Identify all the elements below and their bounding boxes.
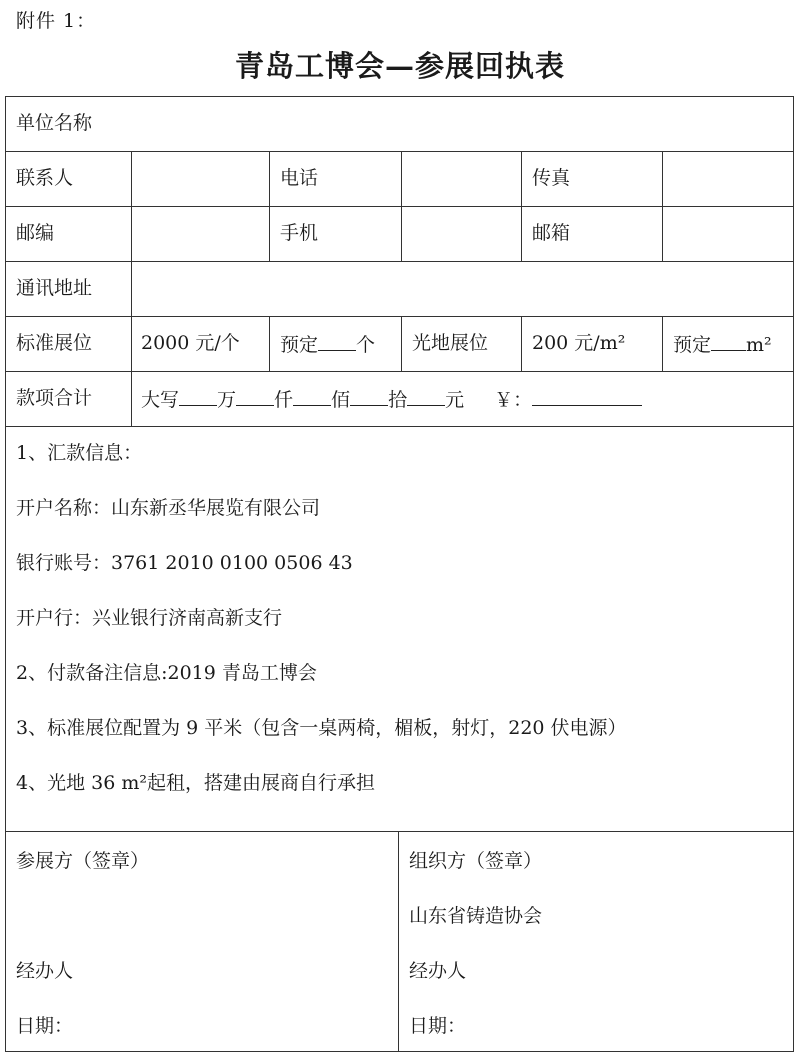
table-line: [398, 831, 399, 1051]
table-line: [269, 316, 270, 371]
qian-label: 仟: [274, 389, 294, 411]
booking-quantity-blank[interactable]: [318, 331, 356, 351]
label-raw-space: 光地展位: [412, 332, 489, 354]
shi-label: 拾: [388, 389, 408, 411]
table-line: [5, 96, 6, 1052]
book-label: 预定: [280, 334, 319, 356]
label-email: 邮箱: [532, 222, 571, 244]
standard-booth-price: 2000 元/个: [141, 332, 240, 354]
amount-blank[interactable]: [236, 386, 274, 406]
booking-area-blank[interactable]: [711, 331, 746, 351]
bai-label: 佰: [331, 389, 351, 411]
info-line: 开户行：兴业银行济南高新支行: [16, 607, 283, 629]
table-line: [131, 261, 132, 316]
wan-label: 万: [217, 389, 237, 411]
table-line: [5, 1051, 794, 1052]
daxie-label: 大写: [141, 389, 180, 411]
table-line: [269, 151, 270, 261]
label-contact: 联系人: [16, 167, 74, 189]
info-line: 开户名称：山东新丞华展览有限公司: [16, 497, 321, 519]
table-line: [662, 151, 663, 261]
label-standard-booth: 标准展位: [16, 332, 93, 354]
amount-blank[interactable]: [293, 386, 331, 406]
date-label-right: 日期：: [409, 1015, 467, 1037]
amount-figure-blank[interactable]: [532, 386, 642, 406]
info-line: 3、标准展位配置为 9 平米（包含一桌两椅，楣板，射灯，220 伏电源）: [16, 717, 627, 739]
table-line: [5, 206, 794, 207]
book-label: 预定: [673, 334, 712, 356]
handler-label-right: 经办人: [409, 960, 467, 982]
yen-label: ￥：: [494, 389, 533, 411]
amount-in-words: [141, 386, 642, 412]
amount-blank[interactable]: [407, 386, 445, 406]
organizer-signature-label: 组织方（签章）: [409, 850, 543, 872]
unit-label: 个: [356, 334, 376, 356]
info-line: 银行账号：3761 2010 0100 0506 43: [16, 552, 353, 574]
table-line: [401, 316, 402, 371]
table-line: [5, 261, 794, 262]
table-line: [401, 151, 402, 261]
table-line: [662, 316, 663, 371]
table-line: [521, 316, 522, 371]
label-phone: 电话: [280, 167, 319, 189]
info-line: 4、光地 36 m²起租，搭建由展商自行承担: [16, 772, 375, 794]
amount-blank[interactable]: [179, 386, 217, 406]
info-line: 1、汇款信息：: [16, 442, 143, 464]
table-line: [5, 316, 794, 317]
label-unit-name: 单位名称: [16, 112, 93, 134]
info-line: 2、付款备注信息:2019 青岛工博会: [16, 662, 317, 684]
table-line: [5, 96, 794, 97]
unit-label: m²: [746, 334, 772, 356]
yuan-label: 元: [445, 389, 465, 411]
table-line: [521, 151, 522, 261]
table-line: [5, 371, 794, 372]
label-postcode: 邮编: [16, 222, 55, 244]
table-line: [131, 151, 132, 261]
table-line: [5, 151, 794, 152]
table-line: [131, 371, 132, 426]
raw-space-booking: [673, 331, 772, 357]
table-line: [5, 426, 794, 427]
table-line: [793, 96, 794, 1052]
label-mobile: 手机: [280, 222, 319, 244]
exhibitor-signature-label: 参展方（签章）: [16, 850, 150, 872]
raw-space-price: 200 元/m²: [532, 332, 626, 354]
date-label-left: 日期：: [16, 1015, 74, 1037]
page-title: 青岛工博会—参展回执表: [234, 49, 565, 83]
standard-booth-booking: [280, 331, 375, 357]
organizer-name: 山东省铸造协会: [409, 905, 543, 927]
handler-label-left: 经办人: [16, 960, 74, 982]
label-address: 通讯地址: [16, 277, 93, 299]
label-fax: 传真: [532, 167, 571, 189]
label-total: 款项合计: [16, 387, 93, 409]
attachment-label: 附件 1：: [16, 10, 97, 32]
table-line: [5, 831, 794, 832]
table-line: [131, 316, 132, 371]
amount-blank[interactable]: [350, 386, 388, 406]
